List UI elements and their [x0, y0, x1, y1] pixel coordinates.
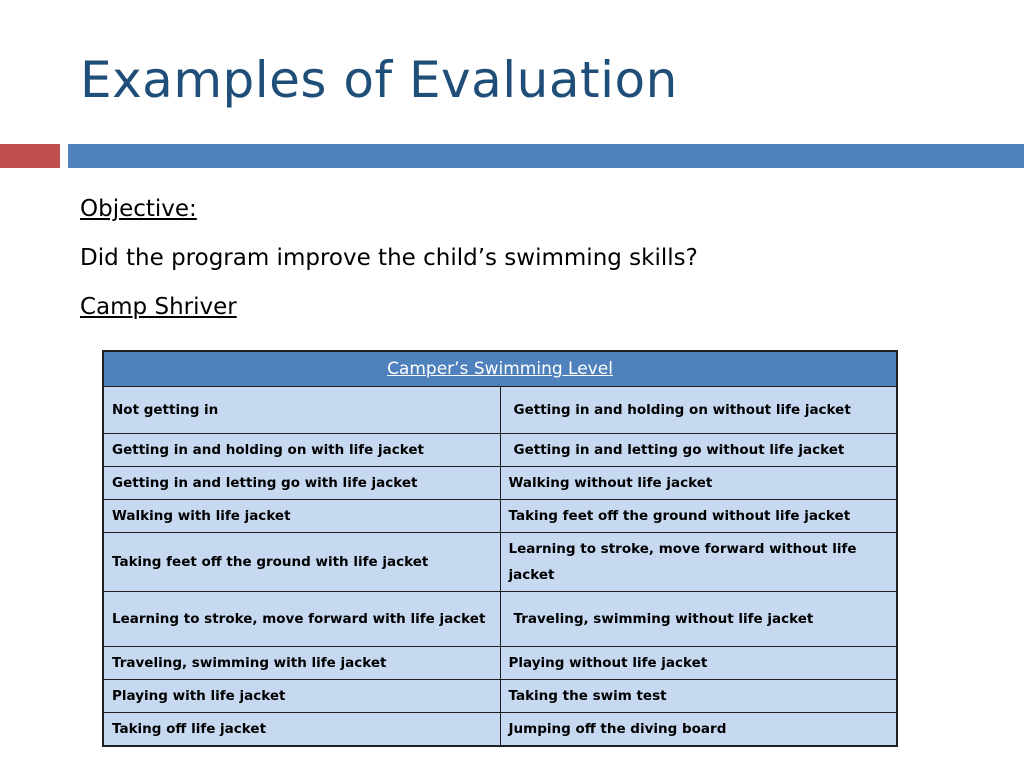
- table-cell: Jumping off the diving board: [500, 713, 897, 747]
- table-cell: Walking without life jacket: [500, 467, 897, 500]
- slide-title: Examples of Evaluation: [80, 51, 678, 109]
- table-cell: Taking feet off the ground without life jacket: [500, 500, 897, 533]
- swimming-level-table: [102, 350, 898, 747]
- table-row: [103, 592, 897, 647]
- objective-question: Did the program improve the child’s swimming skills?: [80, 245, 698, 271]
- table-row: [103, 680, 897, 713]
- accent-bar-blue: [68, 144, 1024, 168]
- table-row: [103, 434, 897, 467]
- table-row: [103, 500, 897, 533]
- table-cell: Getting in and letting go without life jacket: [500, 434, 897, 467]
- table-header: Camper’s Swimming Level: [103, 351, 897, 387]
- table-row: [103, 533, 897, 592]
- accent-bar-red: [0, 144, 60, 168]
- table-row: [103, 713, 897, 747]
- table-cell: Traveling, swimming with life jacket: [103, 647, 500, 680]
- table-cell: Learning to stroke, move forward without life jacket: [500, 533, 897, 592]
- table-cell: Walking with life jacket: [103, 500, 500, 533]
- table-cell: Learning to stroke, move forward with life jacket: [103, 592, 500, 647]
- table-cell: Getting in and letting go with life jacket: [103, 467, 500, 500]
- table-cell: Taking off life jacket: [103, 713, 500, 747]
- table-cell: Traveling, swimming without life jacket: [500, 592, 897, 647]
- table-row: [103, 387, 897, 434]
- objective-label: Objective:: [80, 196, 197, 222]
- table-cell: Playing with life jacket: [103, 680, 500, 713]
- table-cell: Getting in and holding on with life jacket: [103, 434, 500, 467]
- table-cell: Playing without life jacket: [500, 647, 897, 680]
- table-row: [103, 467, 897, 500]
- table-row: [103, 647, 897, 680]
- table-cell: Not getting in: [103, 387, 500, 434]
- table-cell: Taking feet off the ground with life jacket: [103, 533, 500, 592]
- table-cell: Taking the swim test: [500, 680, 897, 713]
- camp-name: Camp Shriver: [80, 294, 237, 320]
- table-cell: Getting in and holding on without life jacket: [500, 387, 897, 434]
